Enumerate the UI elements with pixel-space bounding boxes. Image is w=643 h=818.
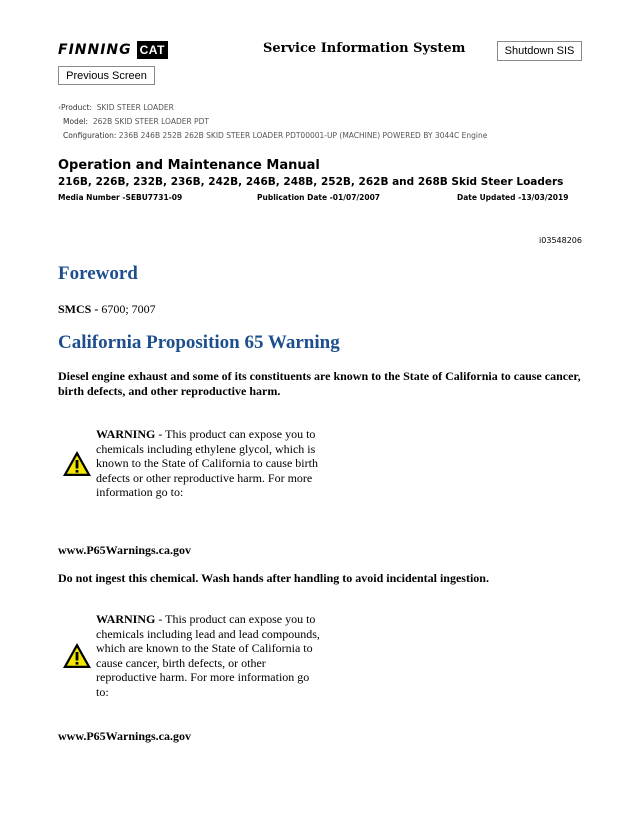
p65-website-1: www.P65Warnings.ca.gov: [58, 543, 192, 557]
warning-block-lead: [60, 612, 330, 700]
document-id: i03548206: [539, 236, 582, 245]
smcs-line: [58, 302, 156, 317]
warning-label-1: WARNING: [96, 427, 156, 441]
warning-block-ethylene-glycol: [60, 427, 330, 500]
shutdown-sis-button[interactable]: Shutdown SIS: [497, 41, 582, 61]
manual-title: Operation and Maintenance Manual: [58, 158, 320, 173]
manual-subtitle: 216B, 226B, 232B, 236B, 242B, 246B, 248B, 252B, 262B and 268B Skid Steer Loaders: [58, 176, 564, 188]
product-value: SKID STEER LOADER: [96, 103, 174, 112]
context-model: [63, 117, 209, 126]
media-number: Media Number -SEBU7731-09: [58, 193, 183, 202]
warning-text-2: [96, 612, 321, 700]
date-updated: Date Updated -13/03/2019: [457, 193, 569, 202]
warning-body-2: - This product can expose you to chemicals including lead and lead compounds, which are known to the State of California to cause cancer, birth defects, or other reproductive harm. For more information go to:: [96, 612, 320, 699]
warning-text-1: [96, 427, 321, 500]
diesel-exhaust-warning: Diesel engine exhaust and some of its constituents are known to the State of California to cause cancer, birth defects, and other reproductive harm.: [58, 369, 581, 398]
ingestion-warning: Do not ingest this chemical. Wash hands after handling to avoid incidental ingestion.: [58, 571, 489, 585]
cat-logo-badge: CAT: [137, 41, 168, 59]
warning-triangle-icon: [60, 427, 94, 500]
context-product: [58, 103, 174, 112]
context-configuration: [63, 131, 487, 140]
model-value: 262B SKID STEER LOADER PDT: [92, 117, 209, 126]
prop65-heading: California Proposition 65 Warning: [58, 332, 340, 353]
warning-body-1: - This product can expose you to chemicals including ethylene glycol, which is known to the State of California to cause birth defects or other reproductive harm. For more information go to:: [96, 427, 318, 500]
foreword-heading: Foreword: [58, 263, 138, 284]
warning-triangle-icon: [60, 612, 94, 700]
publication-date: Publication Date -01/07/2007: [257, 193, 381, 202]
previous-screen-button[interactable]: Previous Screen: [58, 66, 155, 85]
config-value: 236B 246B 252B 262B SKID STEER LOADER PDT00001-UP (MACHINE) POWERED BY 3044C Engine: [118, 131, 488, 140]
config-key: Configuration:: [63, 131, 117, 140]
smcs-label: SMCS -: [58, 302, 99, 316]
model-key: Model:: [63, 117, 89, 126]
product-key: Product:: [61, 103, 93, 112]
back-arrow-icon[interactable]: ‹: [58, 103, 61, 112]
smcs-value: 6700; 7007: [98, 302, 156, 316]
warning-label-2: WARNING: [96, 612, 156, 626]
finning-logo-text: FINNING: [58, 42, 132, 58]
system-title: Service Information System: [263, 41, 466, 56]
finning-cat-logo: [58, 39, 168, 61]
p65-website-2: www.P65Warnings.ca.gov: [58, 729, 192, 743]
